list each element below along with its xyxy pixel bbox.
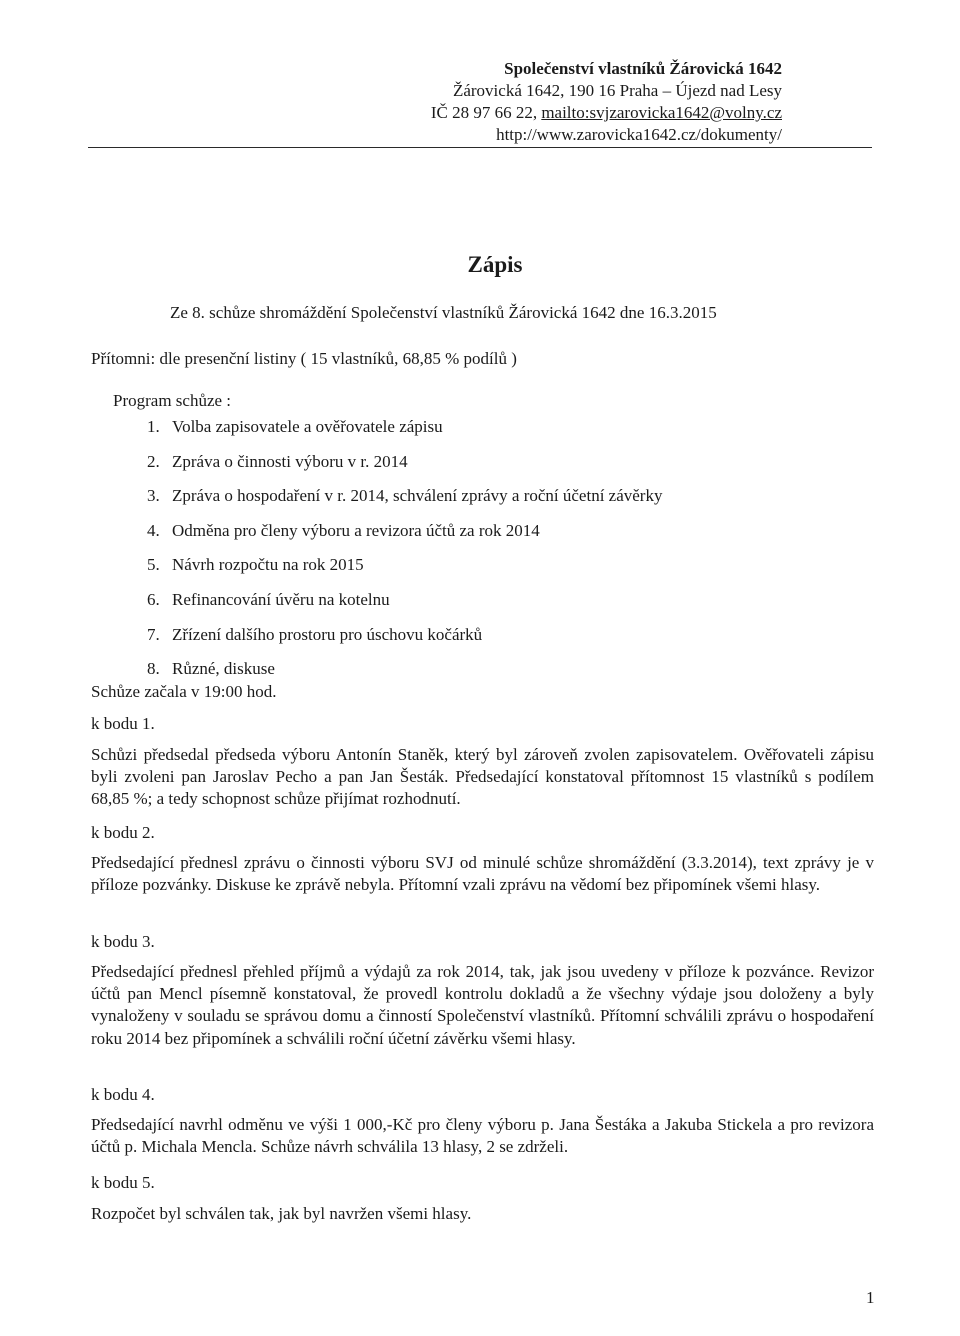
section-text: Předsedající přednesl přehled příjmů a výdajů za rok 2014, tak, jak jsou uvedeny v příloze k pozvánce. Revizor účtů pan Mencl písemně konstatoval, že provedl kontrolu dokladů a že všechny výdaje jsou doloženy a byly vynaloženy v souladu se správou domu a činností Společenství vlastníků. Přítomní schválili zprávu o hospodaření roku 2014 bez připomínek a schválili roční účetní závěrku všemi hlasy.: [91, 962, 874, 1048]
program-item-text: Zřízení dalšího prostoru pro úschovu kočárků: [172, 624, 483, 644]
org-id: IČ 28 97 66 22,: [430, 103, 542, 122]
program-item: [147, 520, 662, 555]
program-item-number: 7.: [147, 624, 160, 644]
section-label: k bodu 4.: [91, 1085, 155, 1104]
meeting-start-time: Schůze začala v 19:00 hod.: [91, 682, 277, 701]
web-link[interactable]: http://www.zarovicka1642.cz/dokumenty/: [496, 125, 782, 144]
section-text: Předsedající přednesl zprávu o činnosti výboru SVJ od minulé schůze shromáždění (3.3.2014), text zprávy je v příloze pozvánky. Diskuse ke zprávě nebyla. Přítomní vzali zprávu na vědomí bez připomínek všemi hlasy.: [91, 853, 874, 895]
org-id-line: [431, 102, 782, 124]
program-list: [147, 416, 662, 693]
section-label: k bodu 2.: [91, 823, 155, 842]
program-item: [147, 451, 662, 486]
meeting-subtitle: Ze 8. schůze shromáždění Společenství vlastníků Žárovická 1642 dne 16.3.2015: [170, 303, 717, 322]
program-item-number: 4.: [147, 520, 160, 540]
program-item: [147, 624, 662, 659]
org-name: Společenství vlastníků Žárovická 1642: [504, 59, 782, 78]
program-item: [147, 485, 662, 520]
program-item-text: Různé, diskuse: [172, 659, 275, 679]
program-item-number: 6.: [147, 589, 160, 609]
program-item-number: 2.: [147, 451, 160, 471]
section-label: k bodu 3.: [91, 932, 155, 951]
program-item: [147, 589, 662, 624]
email-link[interactable]: mailto:svjzarovicka1642@volny.cz: [541, 103, 782, 122]
program-item-text: Zpráva o činnosti výboru v r. 2014: [172, 451, 408, 471]
header-divider: [88, 147, 872, 148]
page-number: 1: [866, 1288, 875, 1307]
program-item-text: Refinancování úvěru na kotelnu: [172, 589, 390, 609]
program-item-text: Zpráva o hospodaření v r. 2014, schválení zprávy a roční účetní závěrky: [172, 486, 663, 506]
document-title: Zápis: [467, 252, 523, 277]
program-item-number: 1.: [147, 417, 160, 436]
program-item-number: 3.: [147, 486, 160, 506]
attendance-line: Přítomni: dle presenční listiny ( 15 vlastníků, 68,85 % podílů ): [91, 349, 517, 368]
section-text: Schůzi předsedal předseda výboru Antonín Staněk, který byl zároveň zvolen zapisovatelem. Ověřovateli zápisu byli zvoleni pan Jaroslav Pecho a pan Jan Šesták. Předsedající konstatoval přítomnost 15 vlastníků s podílem 68,85 %; a tedy schopnost schůze přijímat rozhodnutí.: [91, 745, 874, 809]
program-item: [147, 416, 662, 451]
program-item-text: Odměna pro členy výboru a revizora účtů za rok 2014: [172, 520, 540, 540]
section-text: Rozpočet byl schválen tak, jak byl navržen všemi hlasy.: [91, 1204, 472, 1223]
program-item: [147, 554, 662, 589]
program-heading: Program schůze :: [113, 391, 232, 410]
section-label: k bodu 1.: [91, 714, 155, 733]
program-item-number: 8.: [147, 659, 160, 679]
program-item-text: Návrh rozpočtu na rok 2015: [172, 555, 364, 575]
org-address: Žárovická 1642, 190 16 Praha – Újezd nad Lesy: [452, 81, 782, 100]
section-label: k bodu 5.: [91, 1173, 155, 1192]
program-item-text: Volba zapisovatele a ověřovatele zápisu: [172, 417, 443, 436]
section-text: Předsedající navrhl odměnu ve výši 1 000,-Kč pro členy výboru p. Jana Šestáka a Jakuba Stickela a pro revizora účtů p. Michala Mencla. Schůze návrh schválila 13 hlasy, 2 se zdrželi.: [91, 1115, 874, 1157]
program-item-number: 5.: [147, 555, 160, 575]
